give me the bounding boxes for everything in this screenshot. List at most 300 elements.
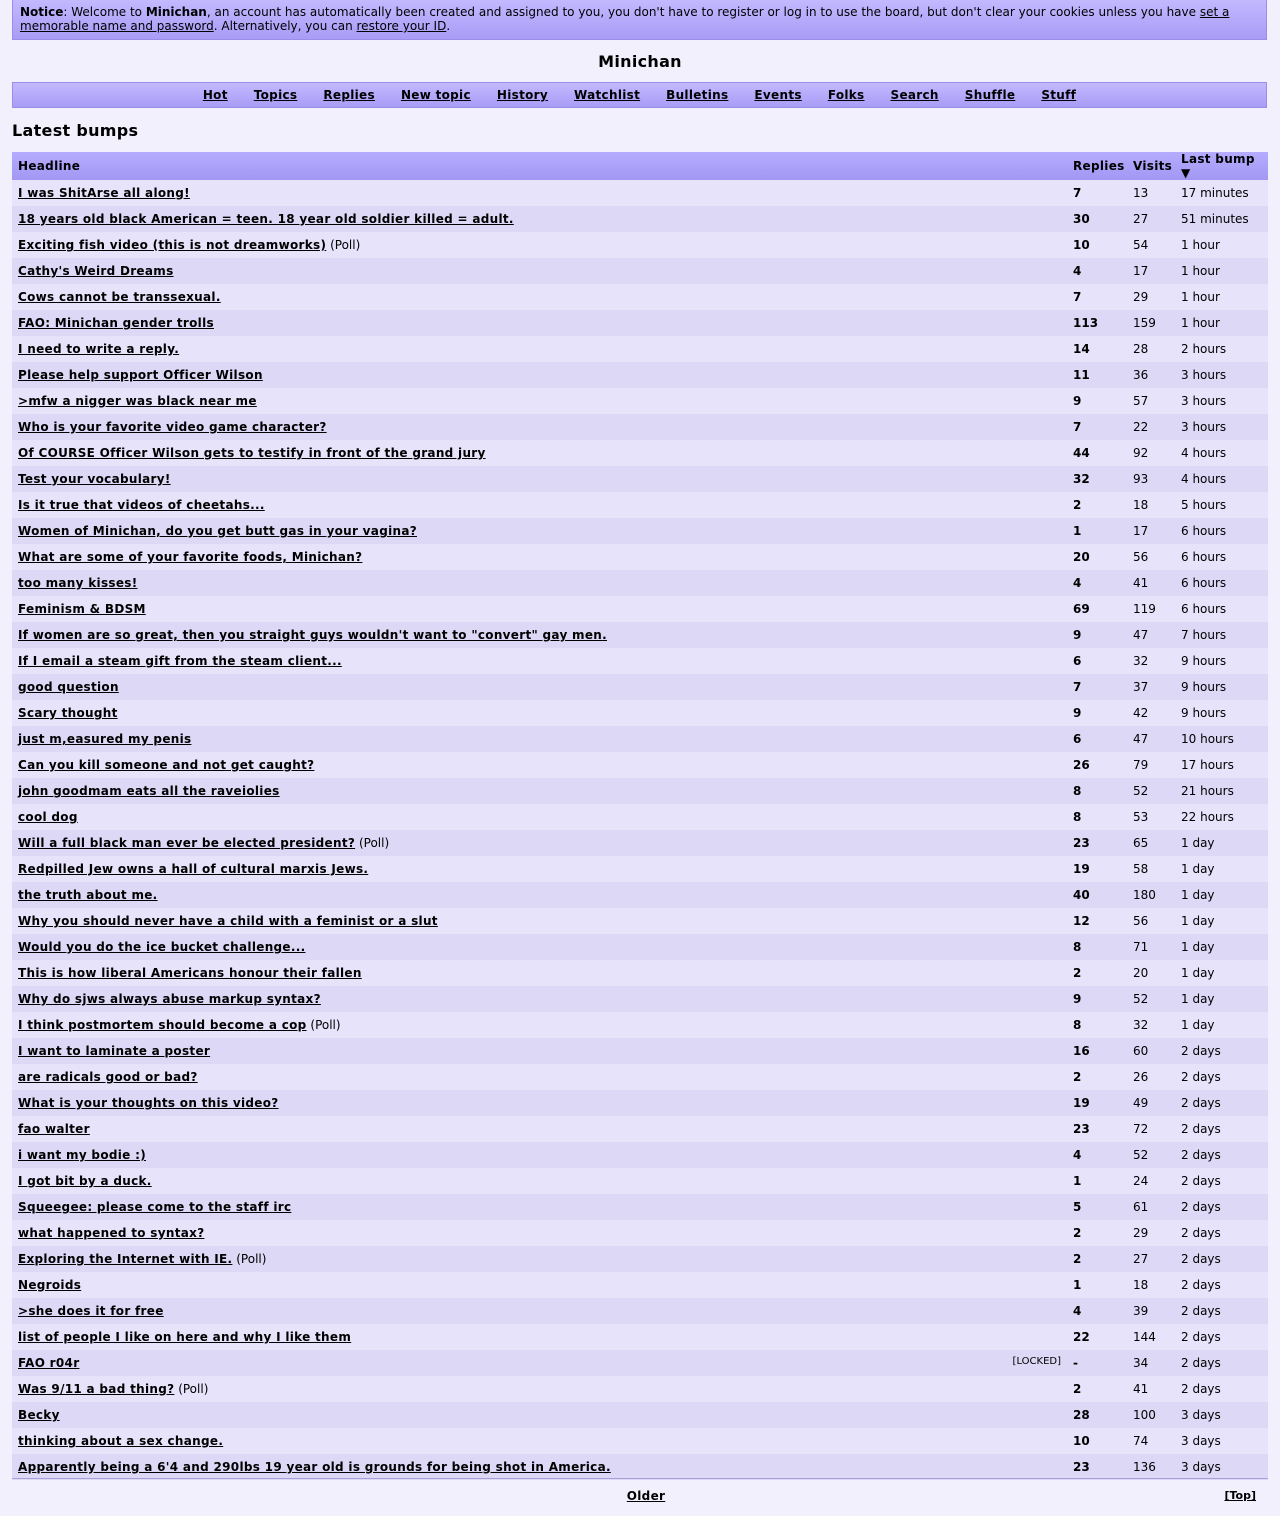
last-bump-cell: 2 days xyxy=(1175,1298,1268,1324)
replies-cell: 14 xyxy=(1067,336,1127,362)
headline-cell xyxy=(12,674,1067,700)
last-bump-cell: 3 hours xyxy=(1175,414,1268,440)
topic-link[interactable]: I got bit by a duck. xyxy=(18,1174,152,1188)
nav-stuff[interactable]: Stuff xyxy=(1041,88,1077,102)
visits-cell: 41 xyxy=(1127,1376,1175,1402)
last-bump-cell: 2 days xyxy=(1175,1168,1268,1194)
last-bump-cell: 3 hours xyxy=(1175,362,1268,388)
last-bump-cell: 6 hours xyxy=(1175,596,1268,622)
table-row xyxy=(12,570,1268,596)
last-bump-cell: 3 days xyxy=(1175,1454,1268,1480)
topic-link[interactable]: Squeegee: please come to the staff irc xyxy=(18,1200,292,1214)
table-row xyxy=(12,1402,1268,1428)
headline-cell xyxy=(12,232,1067,258)
visits-cell: 53 xyxy=(1127,804,1175,830)
replies-cell: 4 xyxy=(1067,1142,1127,1168)
visits-cell: 52 xyxy=(1127,1142,1175,1168)
headline-cell xyxy=(12,1012,1067,1038)
replies-cell: 26 xyxy=(1067,752,1127,778)
pagination xyxy=(0,1489,1280,1503)
last-bump-cell: 1 day xyxy=(1175,960,1268,986)
last-bump-cell: 1 hour xyxy=(1175,284,1268,310)
last-bump-cell: 3 hours xyxy=(1175,388,1268,414)
top-link[interactable]: [Top] xyxy=(1224,1489,1256,1502)
poll-tag: (Poll) xyxy=(358,836,390,850)
visits-cell: 93 xyxy=(1127,466,1175,492)
headline-cell xyxy=(12,1142,1067,1168)
headline-cell xyxy=(12,206,1067,232)
table-row xyxy=(12,1246,1268,1272)
topic-link[interactable]: Women of Minichan, do you get butt gas in your vagina? xyxy=(18,524,417,538)
topic-link[interactable]: I think postmortem should become a cop xyxy=(18,1018,307,1032)
replies-cell: 7 xyxy=(1067,674,1127,700)
headline-cell xyxy=(12,882,1067,908)
nav-search[interactable]: Search xyxy=(890,88,939,102)
visits-cell: 60 xyxy=(1127,1038,1175,1064)
last-bump-cell: 2 days xyxy=(1175,1350,1268,1376)
last-bump-cell: 17 minutes xyxy=(1175,180,1268,206)
topic-link[interactable]: This is how liberal Americans honour their fallen xyxy=(18,966,362,980)
replies-cell: 16 xyxy=(1067,1038,1127,1064)
table-row xyxy=(12,1376,1268,1402)
last-bump-cell: 2 days xyxy=(1175,1376,1268,1402)
visits-cell: 49 xyxy=(1127,1090,1175,1116)
replies-cell: 4 xyxy=(1067,1298,1127,1324)
notice-text: . xyxy=(446,19,451,33)
table-row xyxy=(12,700,1268,726)
visits-cell: 74 xyxy=(1127,1428,1175,1454)
visits-cell: 71 xyxy=(1127,934,1175,960)
topic-link[interactable]: What are some of your favorite foods, Minichan? xyxy=(18,550,363,564)
last-bump-cell: 10 hours xyxy=(1175,726,1268,752)
last-bump-cell: 9 hours xyxy=(1175,674,1268,700)
headline-cell xyxy=(12,1246,1067,1272)
page-title: Latest bumps xyxy=(12,121,139,140)
site-title: Minichan xyxy=(598,52,682,71)
headline-cell xyxy=(12,1116,1067,1142)
table-row xyxy=(12,1116,1268,1142)
last-bump-cell: 2 days xyxy=(1175,1324,1268,1350)
last-bump-cell: 9 hours xyxy=(1175,700,1268,726)
headline-cell xyxy=(12,336,1067,362)
replies-cell: 4 xyxy=(1067,258,1127,284)
table-row xyxy=(12,544,1268,570)
main-nav xyxy=(12,82,1267,108)
nav-shuffle[interactable]: Shuffle xyxy=(964,88,1016,102)
table-row xyxy=(12,830,1268,856)
table-row xyxy=(12,1168,1268,1194)
topic-link[interactable]: I need to write a reply. xyxy=(18,342,180,356)
table-row xyxy=(12,1090,1268,1116)
replies-cell: 2 xyxy=(1067,492,1127,518)
replies-cell: 11 xyxy=(1067,362,1127,388)
replies-cell: 9 xyxy=(1067,622,1127,648)
nav-topics[interactable]: Topics xyxy=(253,88,298,102)
topic-link[interactable]: list of people I like on here and why I like them xyxy=(18,1330,352,1344)
table-row xyxy=(12,752,1268,778)
visits-cell: 29 xyxy=(1127,1220,1175,1246)
visits-cell: 56 xyxy=(1127,544,1175,570)
replies-cell: 8 xyxy=(1067,804,1127,830)
last-bump-cell: 1 day xyxy=(1175,908,1268,934)
headline-cell xyxy=(12,1194,1067,1220)
last-bump-cell: 2 days xyxy=(1175,1142,1268,1168)
topic-link[interactable]: cool dog xyxy=(18,810,78,824)
table-row xyxy=(12,856,1268,882)
topics-table xyxy=(12,152,1268,1480)
replies-cell: 23 xyxy=(1067,830,1127,856)
topic-link[interactable]: I was ShitArse all along! xyxy=(18,186,190,200)
visits-cell: 26 xyxy=(1127,1064,1175,1090)
topic-link[interactable]: Will a full black man ever be elected president? xyxy=(18,836,356,850)
last-bump-cell: 5 hours xyxy=(1175,492,1268,518)
headline-cell xyxy=(12,648,1067,674)
table-row xyxy=(12,1272,1268,1298)
visits-cell: 159 xyxy=(1127,310,1175,336)
visits-cell: 18 xyxy=(1127,1272,1175,1298)
table-row xyxy=(12,1428,1268,1454)
headline-cell xyxy=(12,1038,1067,1064)
headline-cell xyxy=(12,830,1067,856)
visits-cell: 20 xyxy=(1127,960,1175,986)
table-row xyxy=(12,674,1268,700)
topic-link[interactable]: FAO: Minichan gender trolls xyxy=(18,316,214,330)
replies-cell: 1 xyxy=(1067,1272,1127,1298)
replies-cell: - xyxy=(1067,1350,1127,1376)
last-bump-cell: 1 hour xyxy=(1175,310,1268,336)
topic-link[interactable]: Was 9/11 a bad thing? xyxy=(18,1382,175,1396)
set-name-password-link[interactable]: set a memorable name and password xyxy=(20,5,1230,33)
headline-cell xyxy=(12,570,1067,596)
topic-link[interactable]: If women are so great, then you straight guys wouldn't want to "convert" gay men. xyxy=(18,628,607,642)
notice-text: : Welcome to xyxy=(63,5,146,19)
topic-link[interactable]: Can you kill someone and not get caught? xyxy=(18,758,315,772)
last-bump-cell: 22 hours xyxy=(1175,804,1268,830)
topic-link[interactable]: just m,easured my penis xyxy=(18,732,192,746)
table-row xyxy=(12,1038,1268,1064)
visits-cell: 119 xyxy=(1127,596,1175,622)
replies-cell: 7 xyxy=(1067,180,1127,206)
replies-cell: 20 xyxy=(1067,544,1127,570)
notice-text: . Alternatively, you can xyxy=(213,19,357,33)
replies-cell: 10 xyxy=(1067,1428,1127,1454)
last-bump-cell: 4 hours xyxy=(1175,466,1268,492)
replies-cell: 23 xyxy=(1067,1116,1127,1142)
visits-cell: 17 xyxy=(1127,258,1175,284)
replies-cell: 19 xyxy=(1067,1090,1127,1116)
notice-label: Notice xyxy=(20,5,64,19)
topic-link[interactable]: i want my bodie :) xyxy=(18,1148,146,1162)
nav-hot[interactable]: Hot xyxy=(202,88,228,102)
last-bump-cell: 4 hours xyxy=(1175,440,1268,466)
table-row xyxy=(12,596,1268,622)
topic-link[interactable]: Exciting fish video (this is not dreamworks) xyxy=(18,238,327,252)
topic-link[interactable]: the truth about me. xyxy=(18,888,158,902)
last-bump-cell: 9 hours xyxy=(1175,648,1268,674)
last-bump-cell: 2 days xyxy=(1175,1220,1268,1246)
topic-link[interactable]: If I email a steam gift from the steam client... xyxy=(18,654,342,668)
headline-cell xyxy=(12,908,1067,934)
topic-link[interactable]: Please help support Officer Wilson xyxy=(18,368,263,382)
poll-tag: (Poll) xyxy=(236,1252,267,1266)
column-header-last-bump[interactable]: Last bump ▼ xyxy=(1175,152,1268,180)
topic-link[interactable]: Of COURSE Officer Wilson gets to testify in front of the grand jury xyxy=(18,446,486,460)
headline-cell xyxy=(12,180,1067,206)
poll-tag: (Poll) xyxy=(330,238,361,252)
headline-cell xyxy=(12,778,1067,804)
table-row xyxy=(12,180,1268,206)
replies-cell: 44 xyxy=(1067,440,1127,466)
table-row xyxy=(12,1012,1268,1038)
visits-cell: 47 xyxy=(1127,726,1175,752)
replies-cell: 28 xyxy=(1067,1402,1127,1428)
headline-cell xyxy=(12,1350,1067,1376)
visits-cell: 27 xyxy=(1127,206,1175,232)
table-row xyxy=(12,726,1268,752)
headline-cell xyxy=(12,622,1067,648)
topic-link[interactable]: Who is your favorite video game character? xyxy=(18,420,327,434)
visits-cell: 13 xyxy=(1127,180,1175,206)
topic-link[interactable]: FAO r04r xyxy=(18,1356,80,1370)
topic-link[interactable]: Test your vocabulary! xyxy=(18,472,171,486)
visits-cell: 24 xyxy=(1127,1168,1175,1194)
table-row xyxy=(12,1142,1268,1168)
visits-cell: 52 xyxy=(1127,778,1175,804)
topic-link[interactable]: are radicals good or bad? xyxy=(18,1070,198,1084)
topic-link[interactable]: Exploring the Internet with IE. xyxy=(18,1252,233,1266)
table-row xyxy=(12,882,1268,908)
visits-cell: 65 xyxy=(1127,830,1175,856)
headline-cell xyxy=(12,1168,1067,1194)
last-bump-cell: 1 day xyxy=(1175,986,1268,1012)
table-row xyxy=(12,284,1268,310)
nav-events[interactable]: Events xyxy=(754,88,802,102)
table-row xyxy=(12,258,1268,284)
last-bump-cell: 1 day xyxy=(1175,1012,1268,1038)
visits-cell: 144 xyxy=(1127,1324,1175,1350)
topic-link[interactable]: Would you do the ice bucket challenge... xyxy=(18,940,306,954)
nav-watchlist[interactable]: Watchlist xyxy=(574,88,641,102)
visits-cell: 39 xyxy=(1127,1298,1175,1324)
footer-divider xyxy=(12,1478,1268,1479)
headline-cell xyxy=(12,1298,1067,1324)
last-bump-cell: 3 days xyxy=(1175,1428,1268,1454)
last-bump-cell: 6 hours xyxy=(1175,544,1268,570)
replies-cell: 8 xyxy=(1067,934,1127,960)
table-row xyxy=(12,960,1268,986)
headline-cell xyxy=(12,1090,1067,1116)
nav-new-topic[interactable]: New topic xyxy=(400,88,471,102)
headline-cell xyxy=(12,414,1067,440)
topic-link[interactable]: Why do sjws always abuse markup syntax? xyxy=(18,992,321,1006)
replies-cell: 23 xyxy=(1067,1454,1127,1480)
topic-link[interactable]: Negroids xyxy=(18,1278,82,1292)
replies-cell: 7 xyxy=(1067,414,1127,440)
last-bump-cell: 2 days xyxy=(1175,1272,1268,1298)
replies-cell: 69 xyxy=(1067,596,1127,622)
last-bump-cell: 1 day xyxy=(1175,934,1268,960)
visits-cell: 72 xyxy=(1127,1116,1175,1142)
last-bump-cell: 17 hours xyxy=(1175,752,1268,778)
visits-cell: 41 xyxy=(1127,570,1175,596)
table-row xyxy=(12,232,1268,258)
last-bump-cell: 3 days xyxy=(1175,1402,1268,1428)
headline-cell xyxy=(12,1272,1067,1298)
replies-cell: 2 xyxy=(1067,1246,1127,1272)
headline-cell xyxy=(12,466,1067,492)
visits-cell: 47 xyxy=(1127,622,1175,648)
table-row xyxy=(12,986,1268,1012)
replies-cell: 10 xyxy=(1067,232,1127,258)
topic-link[interactable]: >she does it for free xyxy=(18,1304,164,1318)
topic-link[interactable]: >mfw a nigger was black near me xyxy=(18,394,257,408)
column-header-visits: Visits xyxy=(1127,152,1175,180)
headline-cell xyxy=(12,1454,1067,1480)
replies-cell: 22 xyxy=(1067,1324,1127,1350)
headline-cell xyxy=(12,1324,1067,1350)
replies-cell: 6 xyxy=(1067,726,1127,752)
last-bump-cell: 1 day xyxy=(1175,856,1268,882)
topic-link[interactable]: good question xyxy=(18,680,119,694)
headline-cell xyxy=(12,388,1067,414)
visits-cell: 29 xyxy=(1127,284,1175,310)
table-row xyxy=(12,1298,1268,1324)
topic-link[interactable]: I want to laminate a poster xyxy=(18,1044,211,1058)
topic-link[interactable]: Why you should never have a child with a feminist or a slut xyxy=(18,914,438,928)
replies-cell: 8 xyxy=(1067,1012,1127,1038)
visits-cell: 54 xyxy=(1127,232,1175,258)
table-row xyxy=(12,388,1268,414)
replies-cell: 7 xyxy=(1067,284,1127,310)
replies-cell: 113 xyxy=(1067,310,1127,336)
headline-cell xyxy=(12,544,1067,570)
replies-cell: 2 xyxy=(1067,1064,1127,1090)
topic-link[interactable]: too many kisses! xyxy=(18,576,138,590)
poll-tag: (Poll) xyxy=(310,1018,341,1032)
topic-link[interactable]: What is your thoughts on this video? xyxy=(18,1096,279,1110)
replies-cell: 5 xyxy=(1067,1194,1127,1220)
visits-cell: 136 xyxy=(1127,1454,1175,1480)
last-bump-cell: 1 hour xyxy=(1175,258,1268,284)
topic-link[interactable]: Is it true that videos of cheetahs... xyxy=(18,498,265,512)
visits-cell: 58 xyxy=(1127,856,1175,882)
table-row xyxy=(12,622,1268,648)
topic-link[interactable]: fao walter xyxy=(18,1122,90,1136)
replies-cell: 8 xyxy=(1067,778,1127,804)
headline-cell xyxy=(12,960,1067,986)
visits-cell: 57 xyxy=(1127,388,1175,414)
visits-cell: 17 xyxy=(1127,518,1175,544)
nav-bulletins[interactable]: Bulletins xyxy=(666,88,729,102)
older-link[interactable]: Older xyxy=(626,1489,666,1503)
visits-cell: 180 xyxy=(1127,882,1175,908)
topic-link[interactable]: Scary thought xyxy=(18,706,118,720)
last-bump-cell: 6 hours xyxy=(1175,570,1268,596)
last-bump-cell: 2 days xyxy=(1175,1194,1268,1220)
topic-link[interactable]: john goodmam eats all the raveiolies xyxy=(18,784,280,798)
restore-id-link[interactable]: restore your ID xyxy=(356,19,447,33)
last-bump-cell: 2 days xyxy=(1175,1246,1268,1272)
replies-cell: 4 xyxy=(1067,570,1127,596)
nav-replies[interactable]: Replies xyxy=(323,88,375,102)
visits-cell: 22 xyxy=(1127,414,1175,440)
headline-cell xyxy=(12,1402,1067,1428)
replies-cell: 6 xyxy=(1067,648,1127,674)
topic-link[interactable]: Redpilled Jew owns a hall of cultural marxis Jews. xyxy=(18,862,369,876)
table-row xyxy=(12,648,1268,674)
replies-cell: 19 xyxy=(1067,856,1127,882)
visits-cell: 27 xyxy=(1127,1246,1175,1272)
table-row xyxy=(12,1324,1268,1350)
last-bump-cell: 2 days xyxy=(1175,1116,1268,1142)
replies-cell: 2 xyxy=(1067,1220,1127,1246)
visits-cell: 56 xyxy=(1127,908,1175,934)
table-row xyxy=(12,518,1268,544)
topic-link[interactable]: Apparently being a 6'4 and 290lbs 19 year old is grounds for being shot in America. xyxy=(18,1460,611,1474)
last-bump-cell: 2 days xyxy=(1175,1064,1268,1090)
visits-cell: 28 xyxy=(1127,336,1175,362)
topic-link[interactable]: Becky xyxy=(18,1408,60,1422)
replies-cell: 9 xyxy=(1067,388,1127,414)
topic-link[interactable]: thinking about a sex change. xyxy=(18,1434,224,1448)
locked-badge: [LOCKED] xyxy=(1012,1356,1061,1367)
table-row xyxy=(12,1064,1268,1090)
topic-link[interactable]: 18 years old black American = teen. 18 year old soldier killed = adult. xyxy=(18,212,514,226)
last-bump-cell: 2 days xyxy=(1175,1038,1268,1064)
visits-cell: 36 xyxy=(1127,362,1175,388)
table-row xyxy=(12,310,1268,336)
last-bump-cell: 2 hours xyxy=(1175,336,1268,362)
topic-link[interactable]: Cathy's Weird Dreams xyxy=(18,264,174,278)
table-row xyxy=(12,778,1268,804)
table-row xyxy=(12,492,1268,518)
last-bump-cell: 7 hours xyxy=(1175,622,1268,648)
headline-cell xyxy=(12,804,1067,830)
last-bump-cell: 1 day xyxy=(1175,830,1268,856)
replies-cell: 2 xyxy=(1067,960,1127,986)
last-bump-cell: 21 hours xyxy=(1175,778,1268,804)
visits-cell: 79 xyxy=(1127,752,1175,778)
nav-history[interactable]: History xyxy=(496,88,549,102)
visits-cell: 32 xyxy=(1127,1012,1175,1038)
headline-cell xyxy=(12,362,1067,388)
headline-cell xyxy=(12,700,1067,726)
notice-site-name: Minichan xyxy=(145,5,207,19)
headline-cell xyxy=(12,752,1067,778)
last-bump-cell: 2 days xyxy=(1175,1090,1268,1116)
visits-cell: 61 xyxy=(1127,1194,1175,1220)
table-row xyxy=(12,804,1268,830)
table-row xyxy=(12,1220,1268,1246)
table-row xyxy=(12,1194,1268,1220)
table-row xyxy=(12,206,1268,232)
headline-cell xyxy=(12,258,1067,284)
topic-link[interactable]: Feminism & BDSM xyxy=(18,602,146,616)
replies-cell: 40 xyxy=(1067,882,1127,908)
headline-cell xyxy=(12,1376,1067,1402)
replies-cell: 1 xyxy=(1067,1168,1127,1194)
replies-cell: 30 xyxy=(1067,206,1127,232)
topic-link[interactable]: Cows cannot be transsexual. xyxy=(18,290,221,304)
visits-cell: 32 xyxy=(1127,648,1175,674)
table-row xyxy=(12,466,1268,492)
table-row xyxy=(12,1350,1268,1376)
nav-folks[interactable]: Folks xyxy=(827,88,865,102)
headline-cell xyxy=(12,440,1067,466)
visits-cell: 92 xyxy=(1127,440,1175,466)
visits-cell: 37 xyxy=(1127,674,1175,700)
topic-link[interactable]: what happened to syntax? xyxy=(18,1226,205,1240)
